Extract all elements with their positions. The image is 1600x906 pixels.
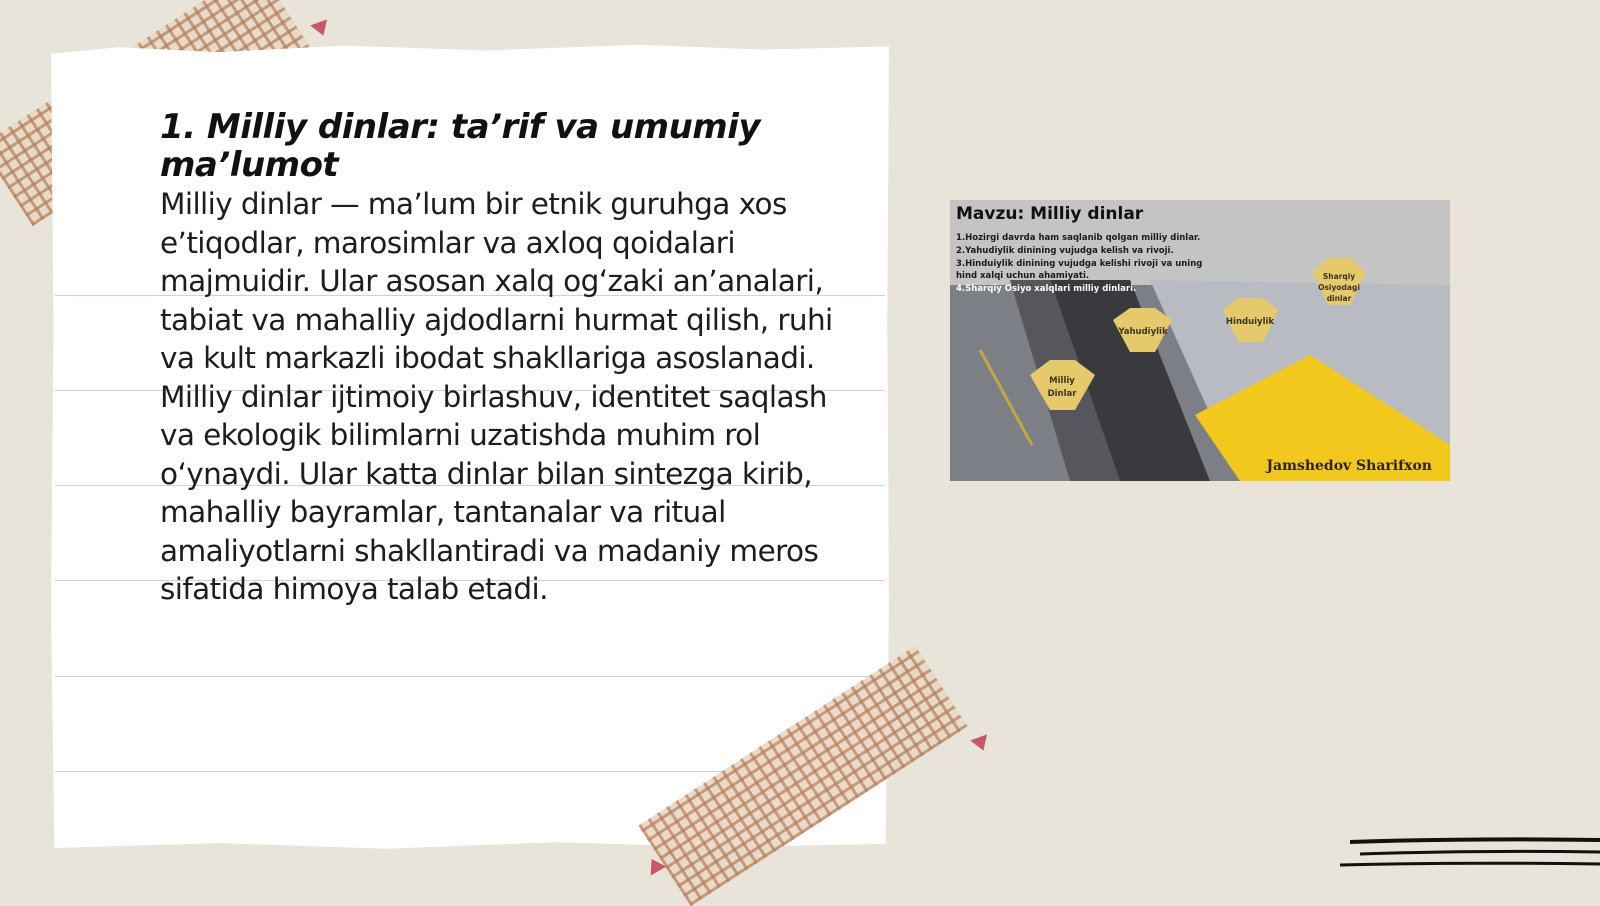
tape-pin-bottom <box>970 734 992 753</box>
thumbnail-point: hind xalqi uchun ahamiyati. <box>956 271 1090 281</box>
hexagon-label: Dinlar <box>1047 389 1077 399</box>
thumbnail-heading: Mavzu: Milliy dinlar <box>956 204 1144 224</box>
paper-rule <box>55 676 885 677</box>
hexagon-label: Hinduiylik <box>1225 317 1275 327</box>
presentation-thumbnail <box>950 200 1450 481</box>
decorative-brush-lines <box>1340 834 1600 874</box>
thumbnail-point: 2.Yahudiylik dinining vujudga kelish va rivoji. <box>956 246 1174 256</box>
thumbnail-author: Jamshedov Sharifxon <box>1266 458 1432 474</box>
thumbnail-point: 1.Hozirgi davrda ham saqlanib qolgan milliy dinlar. <box>956 233 1201 243</box>
thumbnail-point: 3.Hinduiylik dinining vujudga kelishi rivoji va uning <box>956 259 1203 269</box>
thumbnail-graphic <box>950 200 1450 481</box>
tape-pin-top <box>310 19 332 38</box>
slide-body-text: Milliy dinlar — ma’lum bir etnik guruhga xos e’tiqodlar, marosimlar va axloq qoidalari majmuidir. Ular asosan xalq og‘zaki an’analari, tabiat va mahalliy ajdodlarni hurmat qilish, ruhi va kult markazli ibodat shakllariga asoslanadi. Milliy dinlar ijtimoiy birlashuv, identitet saqlash va ekologik bilimlarni uzatishda muhim rol o‘ynaydi. Ular katta dinlar bilan sintezga kirib, mahalliy bayramlar, tantanalar va ritual amaliyotlarni shakllantiradi va madaniy meros sifatida himoya talab etadi. <box>160 187 833 606</box>
slide-title: 1. Milliy dinlar: ta’rif va umumiy ma’lumot <box>160 107 761 185</box>
thumbnail-point: 4.Sharqiy Osiyo xalqlari milliy dinlari. <box>956 284 1137 294</box>
hexagon-label: Sharqiy <box>1322 272 1356 281</box>
hexagon-label: dinlar <box>1326 294 1352 303</box>
hexagon-label: Milliy <box>1049 376 1075 386</box>
hexagon-label: Yahudiylik <box>1118 327 1168 337</box>
hexagon-label: Osiyodagi <box>1318 283 1360 292</box>
